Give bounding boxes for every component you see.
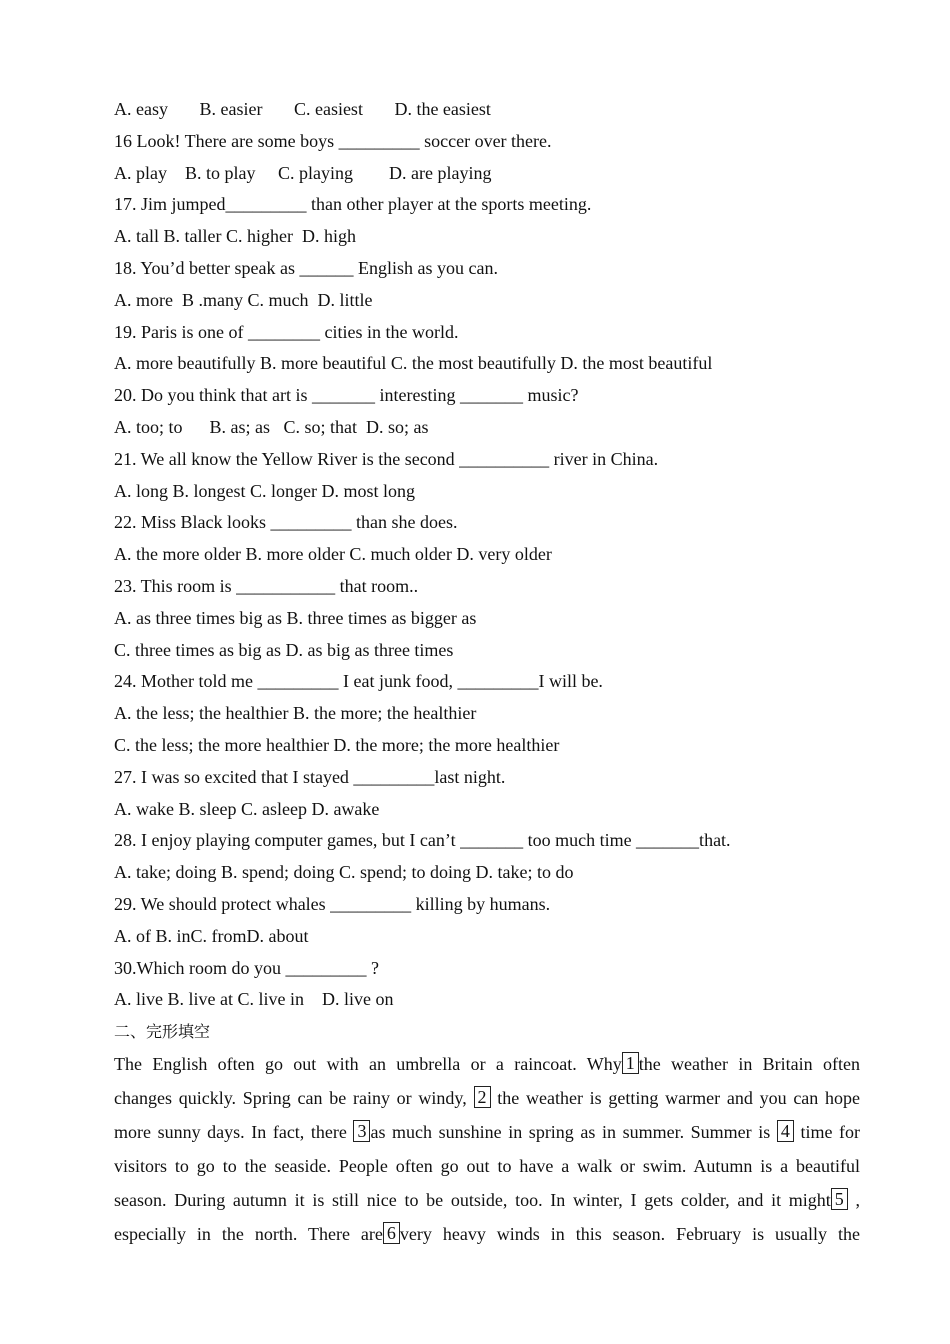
passage-text: very heavy winds in this season. February is usually the	[399, 1224, 860, 1245]
q23-options: A. as three times big as B. three times as bigger as	[114, 607, 477, 628]
q18-options: A. more B .many C. much D. little	[114, 289, 373, 310]
cloze-blank-6: 6	[383, 1222, 400, 1244]
passage-text: more sunny days. In fact, there	[114, 1122, 347, 1143]
q24-stem: 24. Mother told me _________ I eat junk food, _________I will be.	[114, 671, 603, 692]
q23-options-2: C. three times as big as D. as big as three times	[114, 639, 454, 660]
passage-text: the weather is getting warmer and you can hope	[497, 1088, 860, 1109]
passage-text: ,	[855, 1190, 860, 1211]
q30-stem: 30.Which room do you _________ ?	[114, 957, 379, 978]
q17-options: A. tall B. taller C. higher D. high	[114, 226, 356, 247]
cloze-passage	[114, 1047, 860, 1251]
cloze-blank-4: 4	[777, 1120, 794, 1142]
q27-stem: 27. I was so excited that I stayed _________last night.	[114, 766, 506, 787]
cloze-blank-2: 2	[474, 1086, 491, 1108]
document-page	[114, 94, 860, 1251]
passage-text: the weather in Britain often	[638, 1054, 860, 1075]
passage-text: as much sunshine in spring as in summer. Summer is	[370, 1122, 771, 1143]
q29-options: A. of B. inC. fromD. about	[114, 925, 309, 946]
q23-stem: 23. This room is ___________ that room..	[114, 575, 419, 596]
q24-options: A. the less; the healthier B. the more; the healthier	[114, 703, 477, 724]
cloze-blank-3: 3	[353, 1120, 370, 1142]
q28-stem: 28. I enjoy playing computer games, but I can’t _______ too much time _______that.	[114, 830, 731, 851]
q20-options: A. too; to B. as; as C. so; that D. so; as	[114, 416, 429, 437]
cloze-blank-1: 1	[622, 1052, 639, 1074]
q16-options: A. play B. to play C. playing D. are playing	[114, 162, 492, 183]
q15-options: A. easy B. easier C. easiest D. the easiest	[114, 99, 491, 119]
passage-text: especially in the north. There are	[114, 1224, 383, 1245]
q29-stem: 29. We should protect whales _________ killing by humans.	[114, 893, 551, 914]
q21-stem: 21. We all know the Yellow River is the second __________ river in China.	[114, 448, 659, 469]
passage-text: changes quickly. Spring can be rainy or windy,	[114, 1088, 467, 1109]
passage-line-2	[114, 1081, 860, 1115]
q22-stem: 22. Miss Black looks _________ than she does.	[114, 512, 458, 533]
q17-stem: 17. Jim jumped_________ than other player at the sports meeting.	[114, 194, 592, 215]
q19-stem: 19. Paris is one of ________ cities in the world.	[114, 321, 459, 342]
passage-line-5	[114, 1183, 860, 1217]
passage-text: The English often go out with an umbrella or a raincoat. Why	[114, 1054, 622, 1075]
q20-stem: 20. Do you think that art is _______ interesting _______ music?	[114, 385, 579, 406]
passage-text: season. During autumn it is still nice to be outside, too. In winter, I gets colder, and it might	[114, 1190, 831, 1211]
q28-options: A. take; doing B. spend; doing C. spend; to doing D. take; to do	[114, 862, 574, 883]
q16-stem: 16 Look! There are some boys _________ soccer over there.	[114, 130, 552, 151]
q21-options: A. long B. longest C. longer D. most long	[114, 480, 415, 501]
q19-options: A. more beautifully B. more beautiful C. the most beautifully D. the most beautiful	[114, 353, 713, 374]
passage-line-3	[114, 1115, 860, 1149]
q24-options-2: C. the less; the more healthier D. the more; the more healthier	[114, 734, 560, 755]
q30-options: A. live B. live at C. live in D. live on	[114, 989, 394, 1010]
q18-stem: 18. You’d better speak as ______ English as you can.	[114, 257, 498, 278]
passage-text: time for	[800, 1122, 860, 1143]
passage-line-4: visitors to go to the seaside. People often go out to have a walk or swim. Autumn is a beautiful	[114, 1156, 860, 1177]
q27-options: A. wake B. sleep C. asleep D. awake	[114, 798, 380, 819]
passage-line-1	[114, 1047, 860, 1081]
cloze-blank-5: 5	[831, 1188, 848, 1210]
section-heading-cloze: 二、完形填空	[114, 1022, 211, 1042]
q22-options: A. the more older B. more older C. much older D. very older	[114, 544, 552, 565]
passage-line-6	[114, 1217, 860, 1251]
